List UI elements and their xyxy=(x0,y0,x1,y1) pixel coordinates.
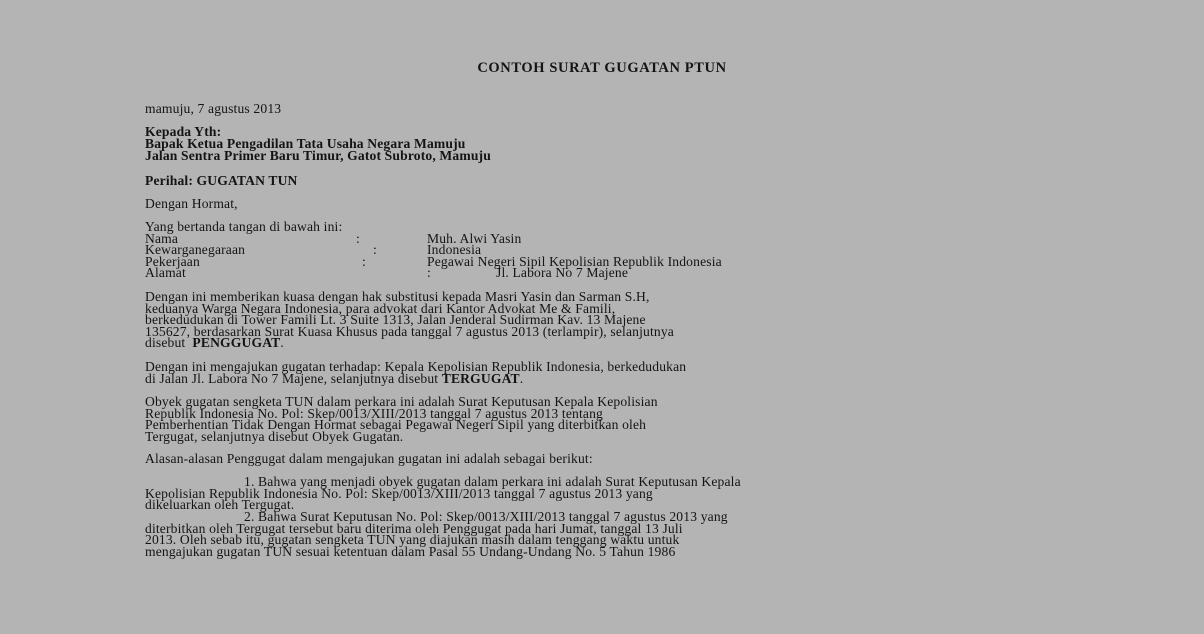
identity-label: Pekerjaan xyxy=(145,254,200,269)
paragraph-line: 2013. Oleh sebab itu, gugatan sengketa TUN yang diajukan masih dalam tenggang waktu untuk xyxy=(145,532,680,547)
line-prefix: di Jalan Jl. Labora No 7 Majene, selanjutnya disebut xyxy=(145,370,442,386)
paragraph-line xyxy=(145,370,686,386)
paragraph-line: berkedudukan di Tower Famili Lt. 3 Suite 1313, Jalan Jenderal Sudirman Kav. 13 Majene xyxy=(145,312,646,327)
paragraph-line: 1. Bahwa yang menjadi obyek gugatan dalam perkara ini adalah Surat Keputusan Kepala xyxy=(244,474,741,489)
document-title: CONTOH SURAT GUGATAN PTUN xyxy=(477,60,727,76)
identity-label: Nama xyxy=(145,231,179,246)
identity-value: Jl. Labora No 7 Majene xyxy=(496,265,629,280)
paragraph-line: Tergugat, selanjutnya disebut Obyek Gugatan. xyxy=(145,428,404,444)
identity-colon: : xyxy=(362,254,366,269)
defendant-term: TERGUGAT xyxy=(441,370,520,386)
paragraph-object xyxy=(145,396,658,442)
recipient-line-2: Bapak Ketua Pengadilan Tata Usaha Negara Mamuju xyxy=(145,136,466,151)
paragraph-line: Obyek gugatan sengketa TUN dalam perkara ini adalah Surat Keputusan Kepala Kepolisian xyxy=(145,394,658,409)
line-suffix: . xyxy=(519,370,524,386)
identity-value: Indonesia xyxy=(427,242,482,257)
identity-label: Kewarganegaraan xyxy=(145,242,246,257)
identity-colon: : xyxy=(427,265,431,280)
paragraph-line: Republik Indonesia No. Pol: Skep/0013/XIII/2013 tanggal 7 agustus 2013 tentang xyxy=(145,405,603,421)
reason-point-2 xyxy=(145,511,728,557)
recipient-line-3: Jalan Sentra Primer Baru Timur, Gatot Subroto, Mamuju xyxy=(145,148,491,163)
plaintiff-term: PENGGUGAT xyxy=(192,335,281,350)
paragraph-line: mengajukan gugatan TUN sesuai ketentuan dalam Pasal 55 Undang-Undang No. 5 Tahun 1986 xyxy=(145,543,676,559)
paragraph-line: 135627, berdasarkan Surat Kuasa Khusus pada tanggal 7 agustus 2013 (terlampir), selanjutnya xyxy=(145,323,674,339)
paragraph-line: Pemberhentian Tidak Dengan Hormat sebagai Pegawai Negeri Sipil yang diterbitkan oleh xyxy=(145,417,647,432)
greeting: Dengan Hormat, xyxy=(145,196,238,211)
paragraph-line: dikeluarkan oleh Tergugat. xyxy=(145,497,295,512)
identity-value: Muh. Alwi Yasin xyxy=(427,231,522,246)
identity-colon: : xyxy=(373,242,377,257)
paragraph-defendant xyxy=(145,361,686,384)
paragraph-power-of-attorney xyxy=(145,291,674,349)
intro-line: Yang bertanda tangan di bawah ini: xyxy=(145,219,343,234)
line-suffix: . xyxy=(280,335,284,350)
identity-value: Pegawai Negeri Sipil Kepolisian Republik Indonesia xyxy=(427,254,722,269)
recipient-line-1: Kepada Yth: xyxy=(145,124,222,139)
paragraph-line: Dengan ini memberikan kuasa dengan hak substitusi kepada Masri Yasin dan Sarman S.H, xyxy=(145,289,650,304)
line-prefix: disebut xyxy=(145,335,193,350)
paragraph-line: Dengan ini mengajukan gugatan terhadap: Kepala Kepolisian Republik Indonesia, berkedudukan xyxy=(145,359,687,374)
reasons-intro: Alasan-alasan Penggugat dalam mengajukan gugatan ini adalah sebagai berikut: xyxy=(145,451,593,466)
reason-point-1 xyxy=(145,476,741,511)
paragraph-line: Kepolisian Republik Indonesia No. Pol: Skep/0013/XIII/2013 tanggal 7 agustus 2013 yang xyxy=(145,485,653,501)
paragraph-line: diterbitkan oleh Tergugat tersebut baru diterima oleh Penggugat pada hari Jumat, tanggal 13 Juli xyxy=(145,520,683,536)
paragraph-line: 2. Bahwa Surat Keputusan No. Pol: Skep/0013/XIII/2013 tanggal 7 agustus 2013 yang xyxy=(244,509,728,524)
identity-colon: : xyxy=(356,231,360,246)
letter-date: mamuju, 7 agustus 2013 xyxy=(145,101,282,116)
subject-line: Perihal: GUGATAN TUN xyxy=(145,173,298,188)
paragraph-line: keduanya Warga Negara Indonesia, para advokat dari Kantor Advokat Me & Famili, xyxy=(145,300,616,316)
identity-label: Alamat xyxy=(145,265,186,280)
